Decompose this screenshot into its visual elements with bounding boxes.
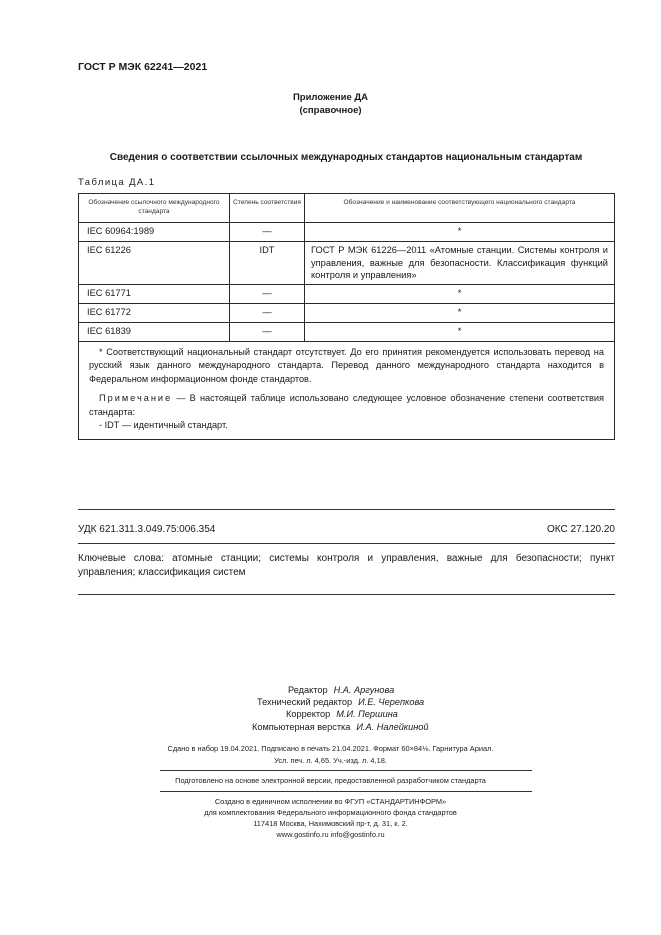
correspondence-table: [78, 193, 615, 440]
note-item: - IDT — идентичный стандарт.: [99, 420, 228, 430]
table-row: [79, 322, 615, 341]
cell-national: ГОСТ Р МЭК 61226—2011 «Атомные станции. Системы контроля и управления, важные для безопасности. Классификация функций контроля и управления»: [305, 242, 615, 285]
editor-role: Компьютерная верстка: [252, 721, 351, 732]
cell-ref: IEC 61772: [79, 303, 230, 322]
cell-ref: IEC 61226: [79, 242, 230, 285]
editor-name: Н.А. Аргунова: [333, 685, 395, 695]
print-info-line: Сдано в набор 19.04.2021. Подписано в печать 21.04.2021. Формат 60×84⅛. Гарнитура Ариал.: [167, 744, 494, 753]
note-text: — В настоящей таблице использовано следующее условное обозначение степени соответствия стандарта:: [89, 393, 604, 417]
cell-ref: IEC 60964:1989: [79, 223, 230, 242]
prepared-note: Подготовлено на основе электронной версии, предоставленной разработчиком стандарта: [175, 776, 486, 785]
editor-name: И.Е. Черепкова: [358, 697, 425, 708]
section-title: Сведения о соответствии ссылочных международных стандартов национальным стандартам: [109, 152, 583, 163]
keywords: Ключевые слова: атомные станции; системы контроля и управления, важные для безопасности; пункт управления; классификация систем: [78, 553, 615, 578]
udk-code: УДК 621.311.3.049.75:006.354: [78, 524, 216, 535]
editor-name: И.А. Налейкиной: [356, 721, 429, 732]
editor-role: Технический редактор: [257, 697, 353, 708]
table-label: Таблица ДА.1: [78, 177, 156, 188]
editor-line: [230, 696, 490, 708]
table-row: [79, 284, 615, 303]
publisher-line: для комплектования Федерального информационного фонда стандартов: [204, 808, 457, 817]
table-note: [89, 392, 604, 419]
table-row: [79, 223, 615, 242]
editor-line: [230, 721, 490, 733]
cell-national: *: [305, 322, 615, 341]
appendix-title: Приложение ДА: [292, 92, 369, 103]
header-degree: Степень соответствия: [230, 194, 305, 223]
cell-degree: IDT: [230, 242, 305, 285]
table-header-row: [79, 194, 615, 223]
document-code: ГОСТ Р МЭК 62241—2021: [78, 61, 208, 73]
publisher-contacts: www.gostinfo.ru info@gostinfo.ru: [276, 830, 385, 839]
editor-line: [230, 684, 490, 696]
editor-name: М.И. Першина: [336, 709, 398, 720]
table-footnote-row: [79, 341, 615, 439]
cell-ref: IEC 61839: [79, 322, 230, 341]
cell-ref: IEC 61771: [79, 284, 230, 303]
oks-code: ОКС 27.120.20: [547, 524, 615, 535]
divider: [78, 594, 615, 595]
print-info-line: Усл. печ. л. 4,65. Уч.-изд. л. 4,18.: [274, 756, 387, 765]
cell-degree: —: [230, 322, 305, 341]
editors-block: [230, 684, 490, 733]
divider: [78, 543, 615, 544]
cell-degree: —: [230, 223, 305, 242]
footnote-text: * Соответствующий национальный стандарт отсутствует. До его принятия рекомендуется использовать перевод на русский язык данного международного стандарта. Перевод данного международного стандарта находится в Федеральном информационном фонде стандартов.: [89, 346, 604, 384]
cell-degree: —: [230, 303, 305, 322]
divider: [160, 791, 532, 792]
appendix-subtitle: (справочное): [299, 105, 362, 116]
editor-role: Корректор: [286, 709, 331, 720]
table-row: [79, 303, 615, 322]
divider: [160, 770, 532, 771]
editor-role: Редактор: [288, 685, 328, 695]
table-footnote: [79, 341, 615, 439]
note-label: Примечание: [99, 393, 173, 403]
cell-national: *: [305, 223, 615, 242]
header-ref-standard: Обозначение ссылочного международного стандарта: [79, 194, 230, 223]
publisher-line: Создано в единичном исполнении во ФГУП «СТАНДАРТИНФОРМ»: [214, 797, 447, 806]
cell-national: *: [305, 284, 615, 303]
publisher-address: 117418 Москва, Нахимовский пр-т, д. 31, к. 2.: [253, 819, 408, 828]
header-national-standard: Обозначение и наименование соответствующего национального стандарта: [305, 194, 615, 223]
editor-line: [230, 708, 490, 720]
cell-degree: —: [230, 284, 305, 303]
divider: [78, 509, 615, 510]
cell-national: *: [305, 303, 615, 322]
table-row: [79, 242, 615, 285]
